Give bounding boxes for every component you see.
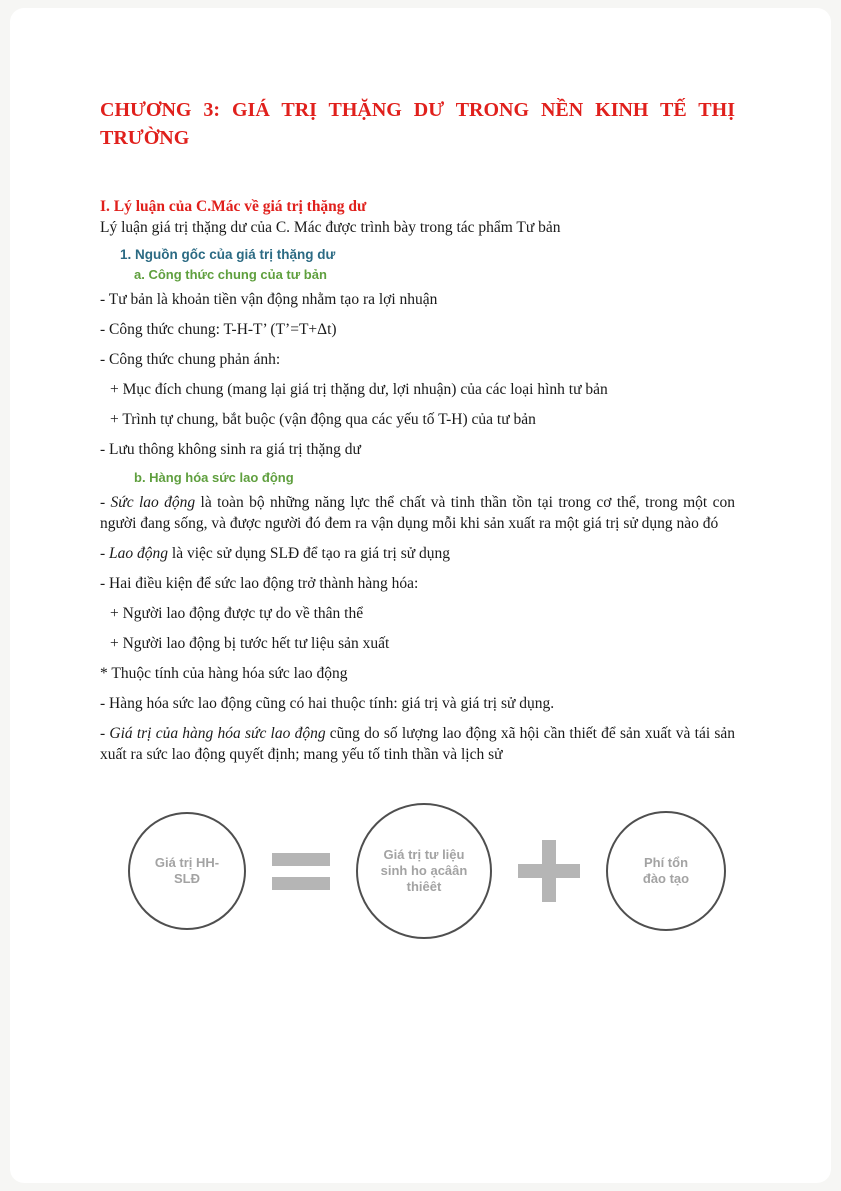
circle-label: Phí tổn đào tạo xyxy=(642,855,690,886)
paragraph: + Người lao động được tự do về thân thể xyxy=(110,605,364,622)
value-equation-diagram xyxy=(128,803,735,939)
diagram-circle-training-cost xyxy=(606,811,726,931)
paragraph: - Lưu thông không sinh ra giá trị thặng dư xyxy=(100,441,361,458)
paragraph: - Tư bản là khoản tiền vận động nhằm tạo ra lợi nhuận xyxy=(100,291,438,308)
circle-label: Giá trị tư liệu sinh ho ạcâân thiêêt xyxy=(380,847,468,894)
plus-icon xyxy=(518,840,580,902)
subheading-origin: 1. Nguồn gốc của giá trị thặng dư xyxy=(120,247,336,262)
equals-bar xyxy=(272,877,330,890)
paragraph: - Hai điều kiện để sức lao động trở thành hàng hóa: xyxy=(100,575,419,592)
paragraph: + Trình tự chung, bắt buộc (vận động qua các yếu tố T-H) của tư bản xyxy=(110,411,536,428)
circle-label: Giá trị HH-SLĐ xyxy=(154,855,220,886)
paragraph: + Người lao động bị tước hết tư liệu sản xuất xyxy=(110,635,390,652)
paragraph: * Thuộc tính của hàng hóa sức lao động xyxy=(100,665,348,682)
plus-vertical-bar xyxy=(542,840,556,902)
paragraph: - Lao động là việc sử dụng SLĐ để tạo ra giá trị sử dụng xyxy=(100,545,451,562)
intro-paragraph: Lý luận giá trị thặng dư của C. Mác được trình bày trong tác phẩm Tư bản xyxy=(100,219,561,236)
paragraph: - Sức lao động là toàn bộ những năng lực thể chất và tinh thần tồn tại trong cơ thể, trong một con người đang sống, và được người đó đem ra vận dụng mỗi khi sản xuất ra một giá trị sử dụng nào đó xyxy=(100,494,735,532)
paragraph: - Giá trị của hàng hóa sức lao động cũng do số lượng lao động xã hội cần thiết để sản xuất và tái sản xuất ra sức lao động quyết định; mang yếu tố tinh thần và lịch sử xyxy=(100,725,736,763)
subheading-formula: a. Công thức chung của tư bản xyxy=(134,267,327,282)
section-heading: I. Lý luận của C.Mác về giá trị thặng dư xyxy=(100,198,367,215)
paragraph: - Công thức chung phản ánh: xyxy=(100,351,281,368)
equals-bar xyxy=(272,853,330,866)
document-page xyxy=(10,8,831,1183)
paragraph: + Mục đích chung (mang lại giá trị thặng dư, lợi nhuận) của các loại hình tư bản xyxy=(110,381,608,398)
equals-icon xyxy=(272,853,330,890)
paragraph: - Hàng hóa sức lao động cũng có hai thuộc tính: giá trị và giá trị sử dụng. xyxy=(100,695,555,712)
chapter-title: CHƯƠNG 3: GIÁ TRỊ THẶNG DƯ TRONG NỀN KINH TẾ THỊ TRƯỜNG xyxy=(100,99,735,149)
subheading-labor-commodity: b. Hàng hóa sức lao động xyxy=(134,470,294,485)
paragraph: - Công thức chung: T-H-T’ (T’=T+Δt) xyxy=(100,321,337,338)
diagram-circle-value-of-labor-power xyxy=(128,812,246,930)
diagram-circle-means-of-subsistence xyxy=(356,803,492,939)
